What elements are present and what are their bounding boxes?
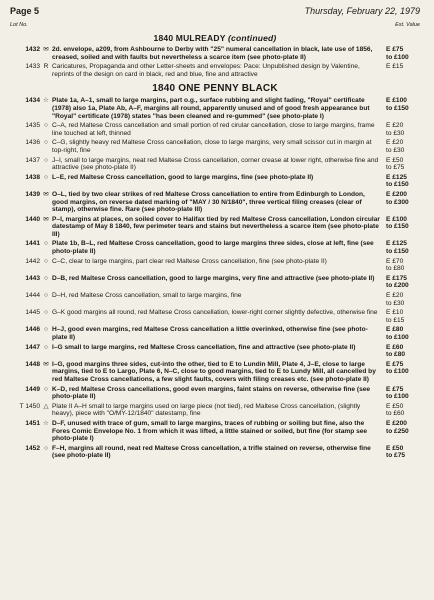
lot-number: 1452 <box>25 444 40 452</box>
condition-symbol-icon: ○ <box>44 257 48 265</box>
estimate-value <box>386 216 420 239</box>
lot-description: I–G, good margins three sides, cut-into the other, tied to E to Lundin Mill, Plate 4, J–E, close to large margins, tied to E to Largo, Plate 6, N–C, close to good margins, tied to E to Lundy Mill, all cancelled by red Maltese Cross cancellations, a few slight faults, covers with filing creases etc. (see photo-plate II) <box>52 360 376 383</box>
sale-date: Thursday, February 22, 1979 <box>304 6 420 16</box>
estimate-line: to £250 <box>386 427 409 435</box>
condition-symbol-icon: ○ <box>44 122 48 130</box>
lot-description: I–G small to large margins, red Maltese Cross cancellation, fine and attractive (see photo-plate II) <box>52 343 356 351</box>
section-subtitle: (continued) <box>227 33 277 43</box>
estimate-value <box>386 139 420 154</box>
condition-symbol-icon: ○ <box>44 385 48 393</box>
condition-symbol-icon: ○ <box>44 309 48 317</box>
lot-row <box>10 258 420 273</box>
estimate-line: to £30 <box>386 129 405 137</box>
lot-number: 1451 <box>25 419 40 427</box>
lot-number: T 1450 <box>19 402 40 410</box>
lot-row <box>10 174 420 189</box>
estimate-line: E £200 <box>386 419 407 427</box>
estimate-line: E £125 <box>386 240 407 248</box>
estimate-line: E £100 <box>386 215 407 223</box>
estimate-line: to £60 <box>386 410 405 418</box>
condition-symbol-icon: ○ <box>44 444 48 452</box>
estimate-line: to £30 <box>386 299 405 307</box>
estimate-value <box>386 403 420 418</box>
estimate-line: E £50 <box>386 444 404 452</box>
lot-row <box>10 157 420 172</box>
estimate-line: E £75 <box>386 46 404 53</box>
estimate-value <box>386 420 420 443</box>
lot-description: L–E, red Maltese Cross cancellation, good to large margins, fine (see photo-plate II) <box>52 173 314 181</box>
estimate-line: to £75 <box>386 164 405 172</box>
estimate-line: to £150 <box>386 248 409 256</box>
estimate-line: to £75 <box>386 452 406 460</box>
lot-row <box>10 97 420 120</box>
lot-description: C–A, red Maltese Cross cancellation and small portion of red cirular cancellation, close to large margins, frame line touched at left, thinned <box>52 122 375 137</box>
estimate-value <box>386 309 420 324</box>
condition-symbol-icon: ✉ <box>43 215 49 223</box>
estimate-line: to £15 <box>386 316 405 324</box>
estimate-value <box>386 46 420 61</box>
condition-symbol-icon: ○ <box>44 139 48 147</box>
lot-row <box>10 361 420 384</box>
lot-description: P–I, margins at places, on soiled cover to Halifax tied by red Maltese Cross cancellation, London circular datestamp of May 8 1840, few perimeter tears and stains but nevertheless a scarce item (see photo-plate III) <box>52 215 380 238</box>
lot-row <box>10 445 420 460</box>
estimate-line: E £200 <box>386 190 407 198</box>
estimate-line: E £75 <box>386 360 404 368</box>
lot-number: 1448 <box>25 360 40 368</box>
lot-row <box>10 309 420 324</box>
estimate-value <box>386 361 420 384</box>
condition-symbol-icon: ○ <box>44 326 48 334</box>
lot-row <box>10 122 420 137</box>
condition-symbol-icon: ○ <box>44 343 48 351</box>
lot-row <box>10 139 420 154</box>
estimate-value <box>386 275 420 290</box>
lot-description: G–K good margins all round, red Maltese Cross cancellation, lower-right corner slightly defective, otherwise fine <box>52 309 378 317</box>
lot-number: 1440 <box>25 215 40 223</box>
lot-description: F–H, margins all round, neat red Maltese Cross cancellation, a trifle stained on reverse, otherwise fine (see photo-plate II) <box>52 444 371 460</box>
lot-description: J–I, small to large margins, neat red Maltese Cross cancellation, corner crease at lower right, otherwise fine and attractive (see photo-plate II) <box>52 156 379 172</box>
condition-symbol-icon: ☆ <box>43 419 49 427</box>
estimate-line: E £175 <box>386 274 407 282</box>
lot-row <box>10 403 420 418</box>
lot-number: 1447 <box>25 343 40 351</box>
lot-description: D–B, red Maltese Cross cancellation, good to large margins, very fine and attractive (see photo-plate II) <box>52 274 375 282</box>
estimate-line: E £125 <box>386 173 407 181</box>
estimate-value <box>386 240 420 255</box>
lot-row <box>10 46 420 61</box>
estimate-line: to £100 <box>386 368 409 376</box>
value-column-header: Est. Value <box>395 22 420 28</box>
lot-row <box>10 216 420 239</box>
lot-number: 1441 <box>25 240 40 248</box>
lot-number: 1445 <box>25 309 40 317</box>
condition-symbol-icon: ○ <box>44 292 48 300</box>
lot-number: 1449 <box>25 385 40 393</box>
lot-description: H–J, good even margins, red Maltese Cross cancellation a little overinked, otherwise fine (see photo-plate II) <box>52 326 368 341</box>
condition-symbol-icon: ☆ <box>43 97 49 105</box>
lot-description: Caricatures, Propaganda and other Letter-sheets and envelopes: Pace: Unpublished design by Valentine, reprints of the design on card in black, red and blue, fine and attractive <box>52 63 360 78</box>
estimate-line: E £10 <box>386 309 404 317</box>
estimate-line: E £50 <box>386 156 404 164</box>
estimate-line: to £200 <box>386 282 409 290</box>
lot-number: 1433 <box>25 63 40 71</box>
lot-description: K–D, red Maltese Cross cancellations, good even margins, faint stains on reverse, otherwise fine (see photo-plate II) <box>52 385 371 401</box>
lot-row <box>10 344 420 359</box>
condition-symbol-icon: ✉ <box>43 190 49 198</box>
estimate-line: to £150 <box>386 223 409 231</box>
lot-number: 1435 <box>25 122 40 130</box>
estimate-line: E £70 <box>386 257 404 265</box>
lot-number: 1434 <box>25 97 40 105</box>
lot-row <box>10 63 420 78</box>
lot-number: 1442 <box>25 257 40 265</box>
estimate-line: to £80 <box>386 265 405 273</box>
lot-row <box>10 326 420 341</box>
estimate-value <box>386 258 420 273</box>
estimate-line: to £100 <box>386 393 409 401</box>
lot-number: 1437 <box>25 156 40 164</box>
estimate-value <box>386 386 420 401</box>
lot-column-header: Lot No. <box>10 22 28 28</box>
condition-symbol-icon: ○ <box>44 173 48 181</box>
lot-description: C–C, clear to large margins, part clear red Maltese Cross cancellation, fine (see photo-plate II) <box>52 257 327 265</box>
estimate-value <box>386 292 420 307</box>
estimate-line: E £100 <box>386 97 407 105</box>
estimate-line: E £80 <box>386 326 404 334</box>
section-title-penny-black <box>10 83 420 94</box>
estimate-line: E £20 <box>386 139 404 147</box>
estimate-value <box>386 157 420 172</box>
lot-row <box>10 420 420 443</box>
condition-symbol-icon: ✉ <box>43 46 49 53</box>
lot-number: 1439 <box>25 190 40 198</box>
lot-list-penny-black <box>10 97 420 460</box>
lot-description: Plate II A–H small to large margins used on large piece (not tied), red Maltese Cross cancellation, (slightly heavy), piece with "O/MY-12/1840" datestamp, fine <box>52 402 361 418</box>
estimate-value <box>386 191 420 214</box>
lot-row <box>10 191 420 214</box>
estimate-line: to £80 <box>386 351 406 359</box>
lot-number: 1446 <box>25 326 40 334</box>
estimate-value <box>386 344 420 359</box>
estimate-line: to £30 <box>386 146 405 154</box>
estimate-value <box>386 445 420 460</box>
estimate-value <box>386 97 420 120</box>
condition-symbol-icon: ○ <box>44 274 48 282</box>
estimate-value <box>386 63 420 78</box>
lot-row <box>10 240 420 255</box>
lot-list-mulready <box>10 46 420 78</box>
estimate-line: to £300 <box>386 198 409 206</box>
condition-symbol-icon: R <box>43 63 49 71</box>
estimate-line: to £100 <box>386 53 409 61</box>
lot-description: 2d. envelope, a209, from Ashbourne to Derby with "25" numeral cancellation in black, late use of 1856, creased, soiled and with faults but nevertheless a scarce item (see photo-plate II) <box>52 46 373 61</box>
lot-number: 1436 <box>25 139 40 147</box>
lot-description: Plate 1b, B–L, red Maltese Cross cancellation, good to large margins three sides, close at left, fine (see photo-plate II) <box>52 240 374 256</box>
lot-description: O–L, tied by two clear strikes of red Maltese Cross cancellation to entire from Edinburgh to London, good margins, on reverse dated marking of "MAY / 30 N/1840", three vertical filing creases (clear of stamp), otherwise fine. Rare (see photo-plate III) <box>52 190 365 214</box>
lot-description: D–F, unused with trace of gum, small to large margins, traces of rubbing or soiling but fine, also the Fores Comic Envelope No. 1 from which it was lifted, a little stained or soiled, but fine (for stamp see photo-plate I) <box>52 419 368 443</box>
lot-row <box>10 275 420 290</box>
lot-description: D–H, red Maltese Cross cancellation, small to large margins, fine <box>52 292 242 300</box>
estimate-line: E £20 <box>386 122 404 130</box>
lot-number: 1444 <box>25 292 40 300</box>
estimate-line: to £100 <box>386 334 409 341</box>
estimate-value <box>386 174 420 189</box>
lot-row <box>10 292 420 307</box>
estimate-value <box>386 122 420 137</box>
column-headers <box>10 22 420 29</box>
estimate-line: to £150 <box>386 181 409 189</box>
estimate-line: E £75 <box>386 385 404 393</box>
condition-symbol-icon: ○ <box>44 156 48 164</box>
page-header <box>10 6 420 18</box>
estimate-line: E £20 <box>386 292 404 300</box>
lot-description: Plate 1a, A–1, small to large margins, part o.g., surface rubbing and slight fading, "Royal" certificate (1978) also 1a, Plate Ab, A–F, margins all round, apparently unused and of good fresh appearance but "Royal" certificate (1978) states "has been cleaned and re-gummed" (see photo-plate I) <box>52 97 370 120</box>
estimate-line: E £60 <box>386 343 404 351</box>
lot-number: 1432 <box>25 46 40 53</box>
estimate-line: E £15 <box>386 63 404 71</box>
estimate-value <box>386 326 420 341</box>
lot-row <box>10 386 420 401</box>
section-title-mulready <box>10 33 420 43</box>
lot-description: C–G, slightly heavy red Maltese Cross cancellation, close to large margins, very small scissor cut in margin at top-right, fine <box>52 139 372 154</box>
lot-number: 1438 <box>25 173 40 181</box>
lot-number: 1443 <box>25 274 40 282</box>
estimate-line: E £50 <box>386 402 404 410</box>
condition-symbol-icon: ○ <box>44 240 48 248</box>
estimate-line: to £150 <box>386 104 409 112</box>
section-title-text: 1840 MULREADY <box>153 33 226 43</box>
condition-symbol-icon: △ <box>43 402 49 410</box>
page-number: Page 5 <box>10 6 40 16</box>
condition-symbol-icon: ✉ <box>43 360 49 368</box>
section-title-text: 1840 ONE PENNY BLACK <box>152 83 278 95</box>
